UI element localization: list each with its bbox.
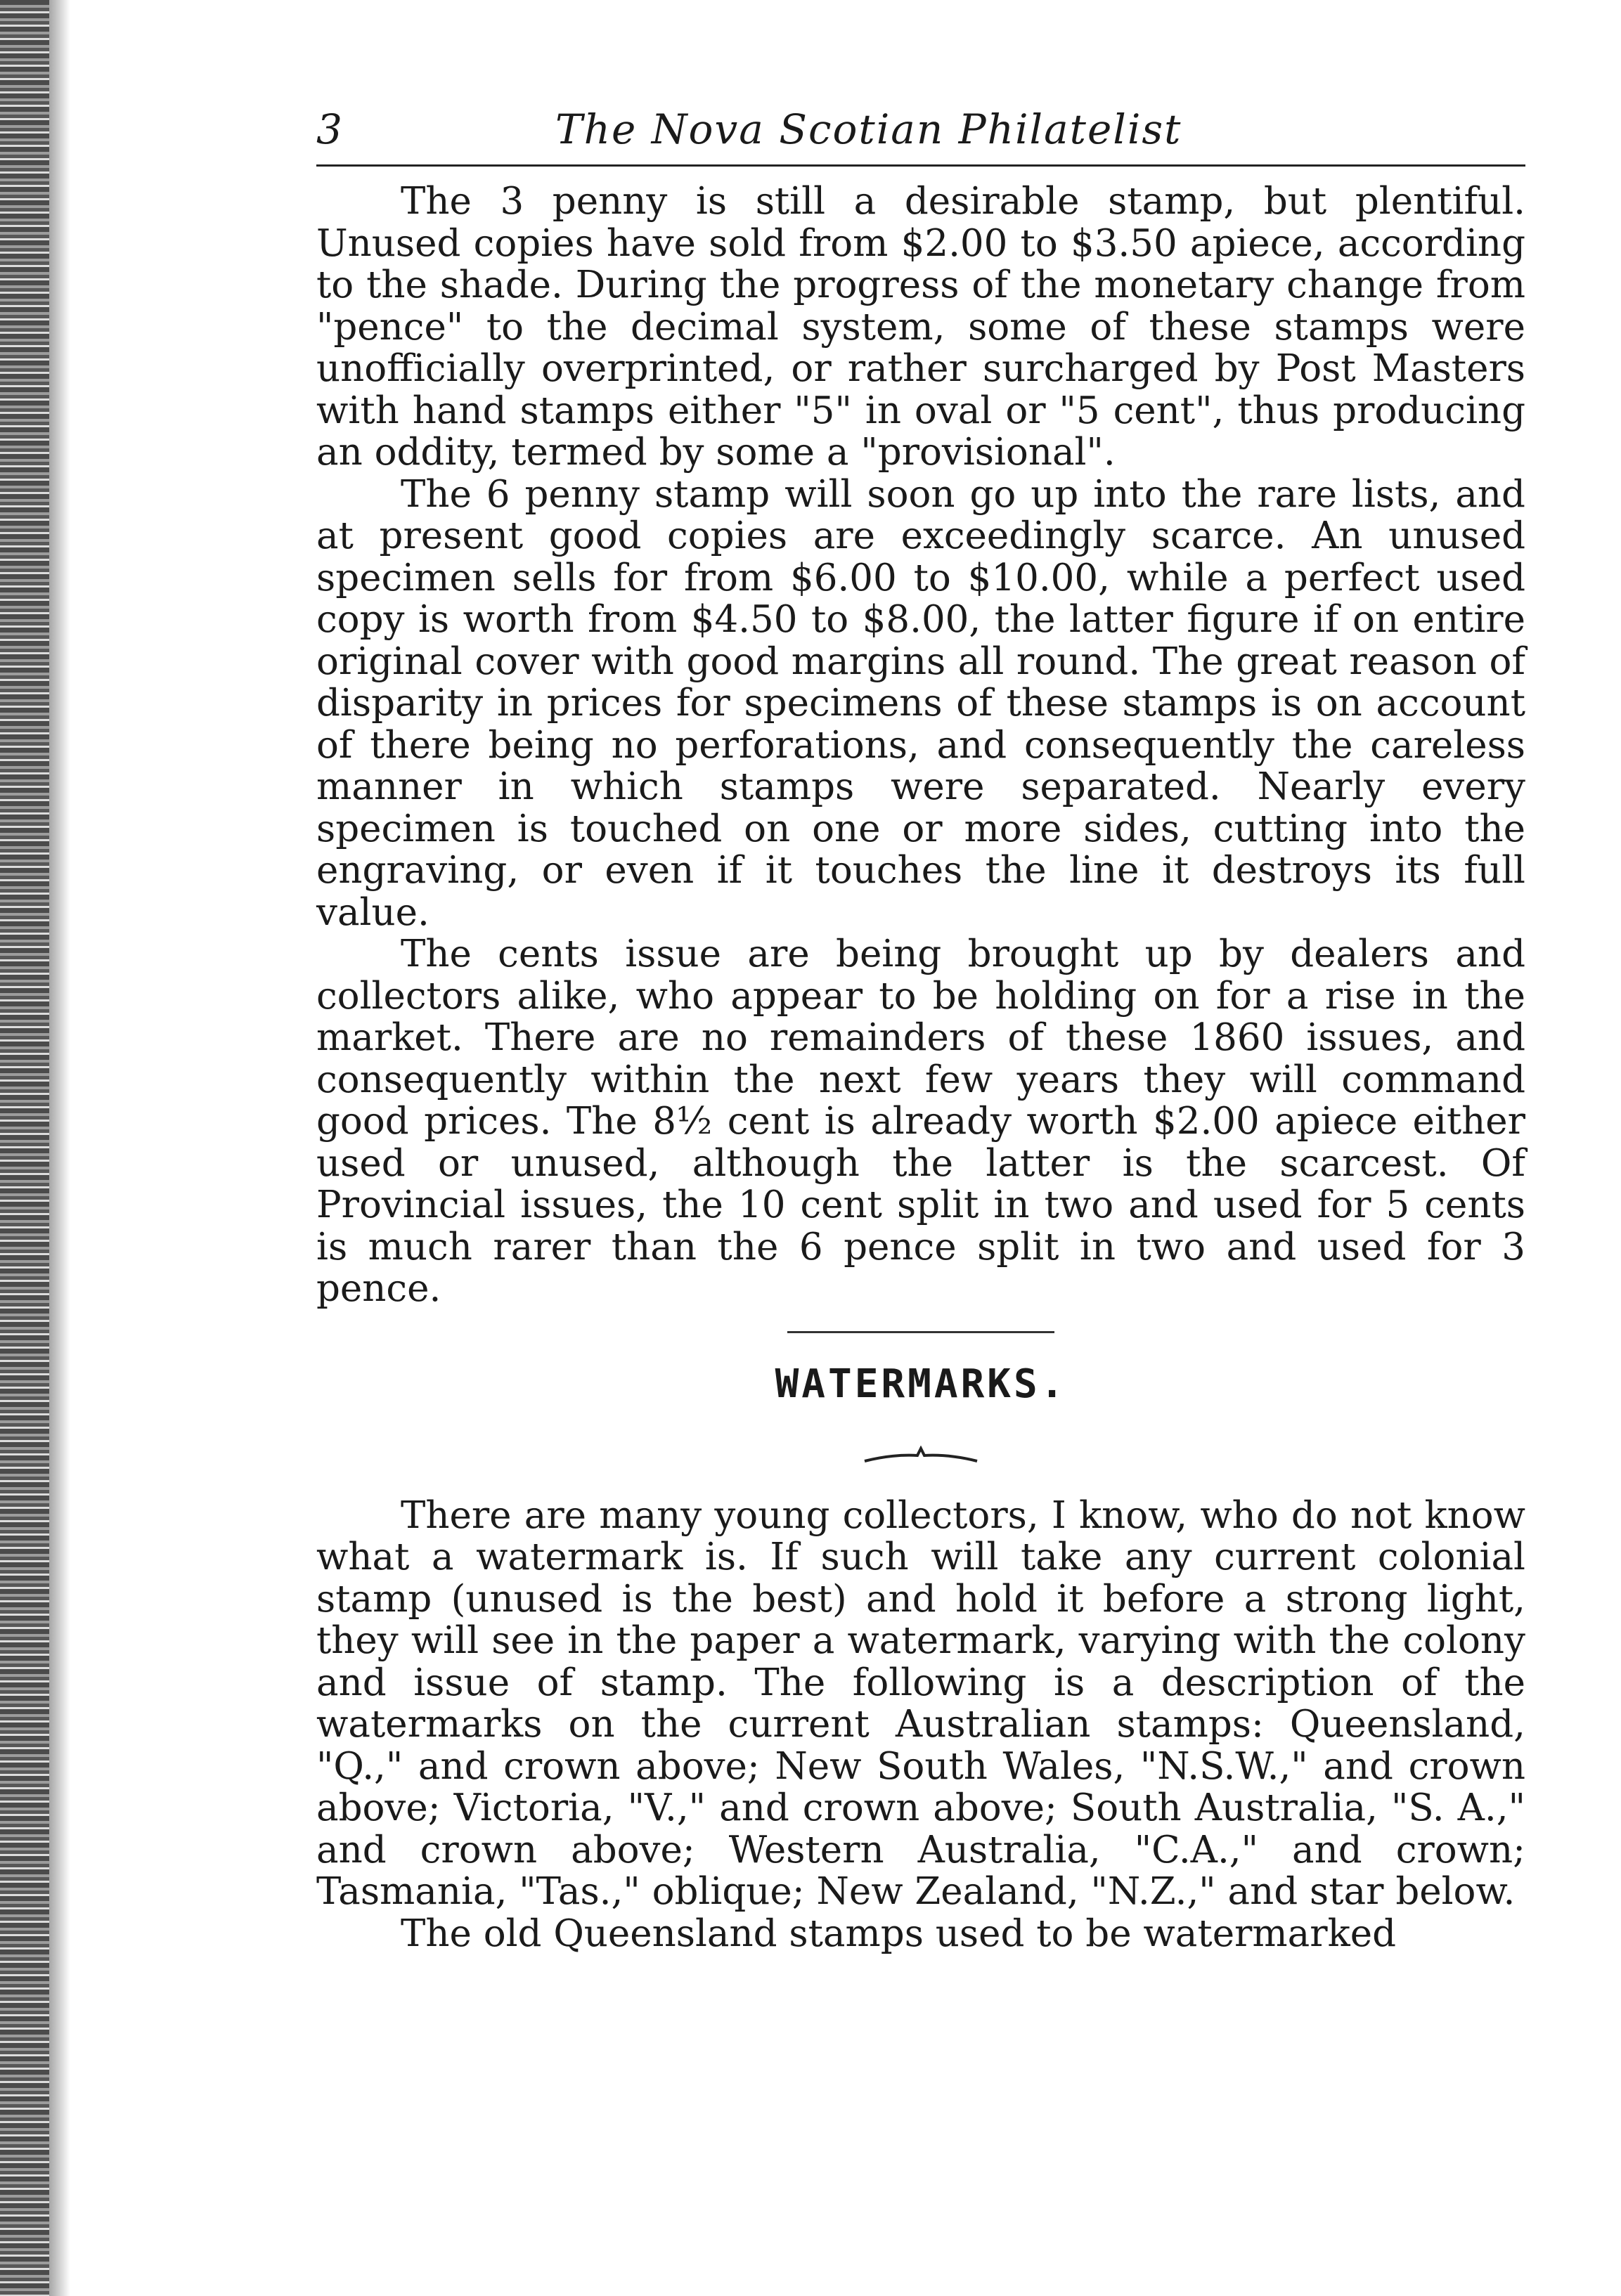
- paragraph-three-penny: The 3 penny is still a desirable stamp, but plentiful. Unused copies have sold from $2.00 to $3.50 apiece, according to the shade. During the progress of the monetary change from "pence" to the decimal system, some of these stamps were unofficially overprinted, or rather surcharged by Post Masters with hand stamps either "5" in oval or "5 cent", thus producing an oddity, termed by some a "provisional".: [316, 180, 1525, 474]
- paragraph-cents-issue: The cents issue are being brought up by dealers and collectors alike, who appear to be holding on for a rise in the market. There are no remainders of these 1860 issues, and consequently within the next few years they will command good prices. The 8½ cent is already worth $2.00 apiece either used or unused, although the latter is the scarcest. Of Provincial issues, the 10 cent split in two and used for 5 cents is much rarer than the 6 pence split in two and used for 3 pence.: [316, 933, 1525, 1310]
- journal-title: The Nova Scotian Philatelist: [555, 105, 1182, 153]
- paragraph-old-queensland: The old Queensland stamps used to be watermarked: [401, 1912, 1396, 1955]
- binding-shadow: [49, 0, 70, 2296]
- page-number: 3: [316, 105, 344, 153]
- section-divider-rule: [787, 1331, 1054, 1333]
- running-header: [316, 105, 1525, 167]
- document-page: [316, 105, 1525, 1954]
- ornament-flourish-icon: [861, 1446, 981, 1467]
- book-binding-edge: [0, 0, 49, 2296]
- paragraph-watermarks-intro: There are many young collectors, I know, who do not know what a watermark is. If such will take any current colonial stamp (unused is the best) and hold it before a strong light, they will see in the paper a watermark, varying with the colony and issue of stamp. The following is a description of the watermarks on the current Australian stamps: Queensland, "Q.," and crown above; New South Wales, "N.S.W.," and crown above; Victoria, "V.," and crown above; South Australia, "S. A.," and crown above; Western Australia, "C.A.," and crown; Tasmania, "Tas.," oblique; New Zealand, "N.Z.," and star below.: [316, 1493, 1525, 1913]
- paragraph-six-penny: The 6 penny stamp will soon go up into the rare lists, and at present good copies are exceedingly scarce. An unused specimen sells for from $6.00 to $10.00, while a perfect used copy is worth from $4.50 to $8.00, the latter figure if on entire original cover with good margins all round. The great reason of disparity in prices for specimens of these stamps is on account of there being no perforations, and consequently the careless manner in which stamps were separated. Nearly every specimen is touched on one or more sides, cutting into the engraving, or even if it touches the line it destroys its full value.: [316, 472, 1525, 934]
- section-heading-watermarks: WATERMARKS.: [775, 1361, 1067, 1407]
